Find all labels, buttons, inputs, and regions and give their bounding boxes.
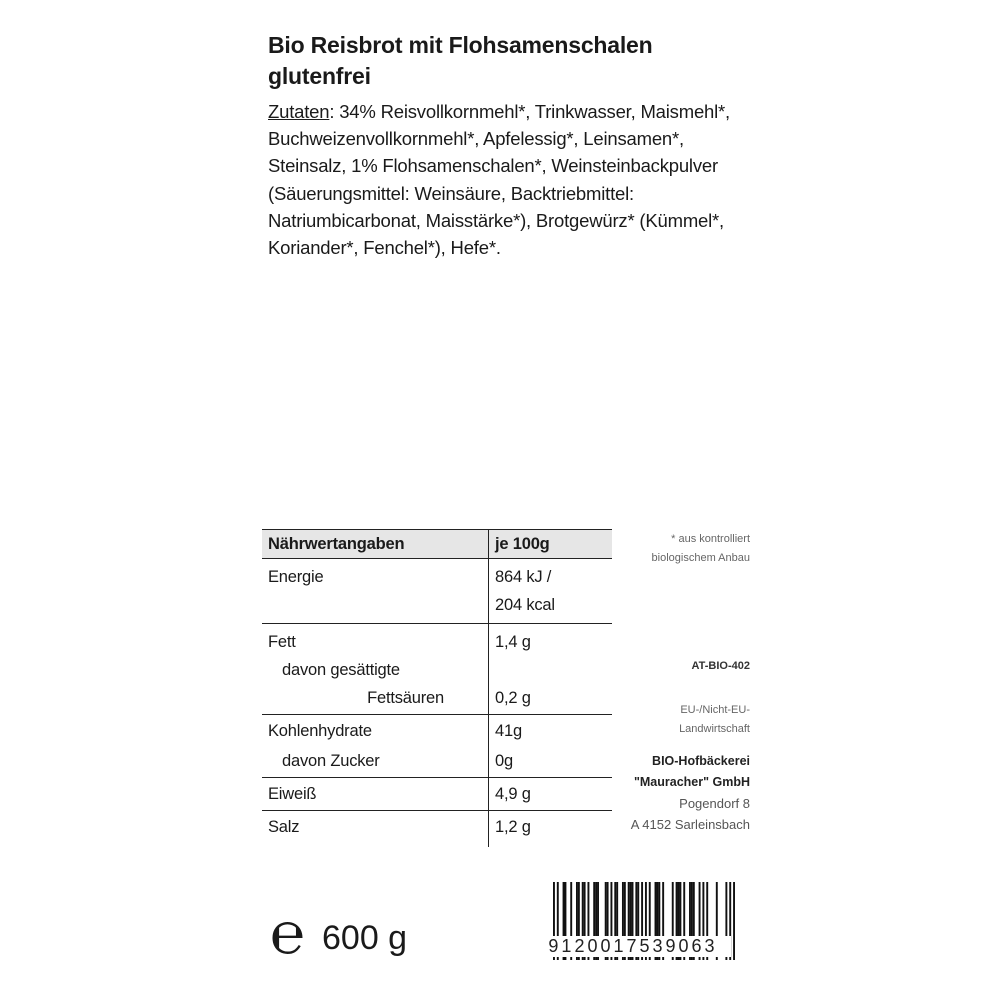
nutrition-label-energie: Energie: [262, 559, 489, 624]
nutrition-row-eiweiss: [262, 778, 612, 811]
nutrition-label-kohlenhydrate: Kohlenhydrate: [262, 715, 489, 746]
address-line2: A 4152 Sarleinsbach: [630, 817, 750, 832]
nutrition-value-fett: 1,4 g: [495, 633, 531, 651]
nutrition-label-gesaettigte-line1: davon gesättigte: [282, 661, 400, 679]
nutrition-header-name: Nährwertangaben: [262, 530, 489, 559]
company-line2: "Mauracher" GmbH: [633, 775, 750, 789]
ingredients-text: : 34% Reisvollkornmehl*, Trinkwasser, Maismehl*, Buchweizenvollkornmehl*, Apfelessig*, Leinsamen*, Steinsalz, 1% Flohsamenschalen*, Weinsteinbackpulver (Säuerungsmittel: Weinsäure, Backtriebmittel: Natriumbicarbonat, Maisstärke*), Brotgewürz* (Kümmel*, Koriander*, Fenchel*), Hefe*.: [268, 101, 730, 259]
address-line1: Pogendorf 8: [679, 796, 750, 811]
origin-note-line1: EU-/Nicht-EU-: [680, 704, 750, 716]
nutrition-header-row: [262, 530, 612, 559]
ingredients-block: [268, 98, 738, 261]
nutrition-value-energie: [489, 559, 613, 624]
company-block: [570, 751, 750, 835]
origin-note: [570, 701, 750, 739]
origin-note-line2: Landwirtschaft: [679, 723, 750, 735]
product-title: Bio Reisbrot mit Flohsamenschalen glutenfrei: [268, 32, 653, 89]
nutrition-value-zucker: 0g: [489, 745, 613, 778]
barcode-bar: [733, 882, 735, 960]
nutrition-label-zucker: davon Zucker: [262, 745, 489, 778]
nutrition-row-gesaettigte: [262, 656, 612, 715]
nutrition-value-eiweiss: 4,9 g: [489, 778, 613, 811]
nutrition-label-gesaettigte: [262, 656, 489, 715]
ingredients-heading: Zutaten: [268, 101, 330, 122]
nutrition-table: [262, 529, 612, 847]
company-line1: BIO-Hofbäckerei: [652, 754, 750, 768]
organic-note-line1: * aus kontrolliert: [671, 533, 750, 545]
nutrition-row-kohlenhydrate: [262, 715, 612, 746]
nutrition-row-zucker: [262, 745, 612, 778]
nutrition-header-value: je 100g: [489, 530, 613, 559]
nutrition-row-energie: [262, 559, 612, 624]
net-weight: 600 g: [322, 919, 408, 957]
nutrition-row-fett: [262, 624, 612, 657]
nutrition-value-gesaettigte: 0,2 g: [489, 656, 613, 715]
nutrition-value-kohlenhydrate: 41g: [495, 722, 522, 740]
nutrition-row-salz: [262, 811, 612, 848]
organic-note: [570, 530, 750, 568]
nutrition-label-fett: Fett: [262, 624, 489, 657]
cert-code: AT-BIO-402: [691, 660, 750, 672]
nutrition-value-energie-kcal: 204 kcal: [495, 596, 555, 614]
nutrition-value-salz: 1,2 g: [495, 818, 531, 836]
organic-note-line2: biologischem Anbau: [651, 552, 750, 564]
barcode-number: 9120017539063: [535, 936, 731, 957]
estimated-sign-icon: ℮: [270, 899, 305, 967]
nutrition-label-eiweiss: Eiweiß: [262, 778, 489, 811]
nutrition-label-salz: Salz: [262, 811, 489, 848]
nutrition-value-energie-kj: 864 kJ /: [495, 568, 552, 586]
nutrition-label-gesaettigte-line2: Fettsäuren: [367, 689, 444, 707]
